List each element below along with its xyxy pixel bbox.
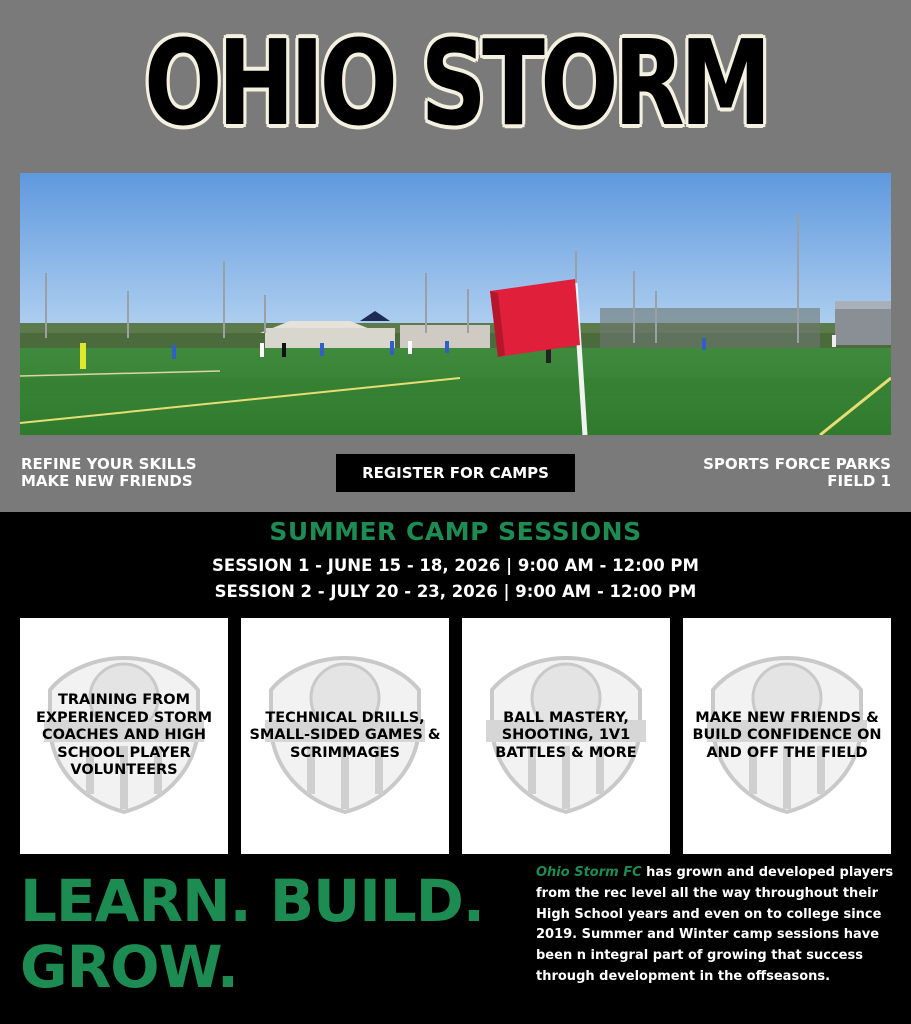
soccer-field-photo xyxy=(20,173,891,435)
venue-info xyxy=(703,456,891,490)
feature-card-friends xyxy=(683,618,891,854)
venue-line-2: FIELD 1 xyxy=(827,472,891,490)
feature-card-coaches xyxy=(20,618,228,854)
about-brand-name: Ohio Storm FC xyxy=(536,865,642,880)
slogan-line-1: LEARN. BUILD. xyxy=(20,867,484,935)
page-title: OHIO STORM xyxy=(144,14,767,152)
session-1-dates: SESSION 1 - JUNE 15 - 18, 2026 | 9:00 AM - 12:00 PM xyxy=(212,556,699,575)
about-paragraph xyxy=(536,863,896,988)
about-text: has grown and developed players from the rec level all the way throughout their High School years and even on to college since 2019. Summer and Winter camp sessions have been n integral part of growing that success through development in the offseasons. xyxy=(536,865,894,984)
feature-cards xyxy=(20,618,891,854)
session-2-dates: SESSION 2 - JULY 20 - 23, 2026 | 9:00 AM - 12:00 PM xyxy=(214,582,697,601)
feature-card-text: MAKE NEW FRIENDS & BUILD CONFIDENCE ON AND OFF THE FIELD xyxy=(692,709,882,761)
venue-line-1: SPORTS FORCE PARKS xyxy=(703,455,891,473)
feature-card-text: TRAINING FROM EXPERIENCED STORM COACHES AND HIGH SCHOOL PLAYER VOLUNTEERS xyxy=(35,692,213,779)
sessions-title: SUMMER CAMP SESSIONS xyxy=(269,517,642,546)
field-photo-illustration xyxy=(20,173,891,435)
slogan xyxy=(20,868,520,1000)
tagline-line-2: MAKE NEW FRIENDS xyxy=(21,472,193,490)
feature-card-text: BALL MASTERY, SHOOTING, 1V1 BATTLES & MORE xyxy=(495,709,637,761)
feature-card-drills xyxy=(241,618,449,854)
tagline xyxy=(21,456,197,490)
feature-card-ball-mastery xyxy=(462,618,670,854)
register-for-camps-button[interactable]: REGISTER FOR CAMPS xyxy=(336,454,575,492)
feature-card-text: TECHNICAL DRILLS, SMALL-SIDED GAMES & SCRIMMAGES xyxy=(249,709,441,761)
tagline-line-1: REFINE YOUR SKILLS xyxy=(21,455,197,473)
slogan-line-2: GROW. xyxy=(20,933,238,1001)
